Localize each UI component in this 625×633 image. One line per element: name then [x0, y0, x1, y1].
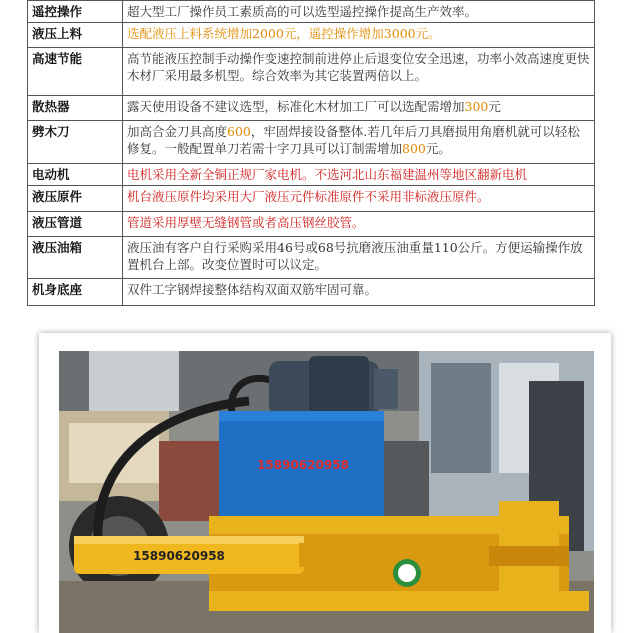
spec-value: [123, 23, 595, 48]
spec-value: [123, 48, 595, 96]
log-splitter-illustration: [59, 351, 594, 633]
cylinder-phone-label: 15890620958: [133, 549, 225, 563]
spec-key: 液压管道: [28, 212, 123, 237]
spec-value-text: ，牢固焊接设备整体.若几年后刀具磨损用角磨机就可以轻松修复。一般配置单刀若需十字刀具可以订制需增加: [127, 124, 580, 156]
spec-value-text: 露天使用设备不建议选型，标准化木材加工厂可以选配需增加: [127, 99, 465, 114]
spec-table: [27, 0, 595, 306]
spec-value: [123, 121, 595, 164]
spec-value-text: 元: [488, 99, 501, 114]
spec-key: 遥控操作: [28, 1, 123, 23]
spec-value: [123, 1, 595, 23]
spec-value-text: 双件工字钢焊接整体结构双面双筋牢固可靠。: [127, 282, 378, 297]
product-photo-frame: [39, 333, 611, 633]
spec-value: [123, 186, 595, 212]
spec-table-body: [28, 1, 595, 306]
spec-row: [28, 164, 595, 186]
spec-value-text: 超大型工厂操作员工素质高的可以选型遥控操作提高生产效率。: [127, 4, 478, 19]
spec-value: [123, 237, 595, 279]
spec-row: [28, 48, 595, 96]
spec-key: 机身底座: [28, 279, 123, 306]
spec-row: [28, 1, 595, 23]
spec-row: [28, 186, 595, 212]
spec-row: [28, 212, 595, 237]
spec-value-text: 800: [402, 141, 426, 156]
spec-value-text: 600: [227, 124, 251, 139]
spec-value-text: 电机采用全新全铜正规厂家电机。不选河北山东福建温州等地区翻新电机: [127, 167, 528, 182]
spec-row: [28, 96, 595, 121]
spec-row: [28, 279, 595, 306]
spec-row: [28, 237, 595, 279]
spec-key: 液压原件: [28, 186, 123, 212]
spec-key: 液压上料: [28, 23, 123, 48]
spec-value: [123, 96, 595, 121]
product-photo: [59, 351, 594, 633]
spec-value-text: 液压油有客户自行采购采用46号或68号抗磨液压油重量110公斤。方便运输操作放置机台上部。改变位置时可以议定。: [127, 240, 583, 272]
spec-value-text: 高节能液压控制手动操作变速控制前进停止后退变位安全迅速，功率小效高速度更快木材厂采用最多机型。综合效率为其它装置两倍以上。: [127, 51, 590, 83]
spec-value: [123, 164, 595, 186]
spec-value: [123, 279, 595, 306]
spec-row: [28, 121, 595, 164]
spec-key: 电动机: [28, 164, 123, 186]
spec-key: 劈木刀: [28, 121, 123, 164]
tank-phone-label: 15890620958: [257, 458, 349, 472]
spec-value-text: 元。: [425, 141, 451, 156]
spec-value-text: 300: [464, 99, 489, 114]
spec-key: 高速节能: [28, 48, 123, 96]
spec-value-text: 加高合金刀具高度: [127, 124, 228, 139]
spec-key: 液压油箱: [28, 237, 123, 279]
spec-value-text: 机台液压原件均采用大厂液压元件标准原件不采用非标液压原件。: [127, 189, 490, 204]
spec-value-text: 选配液压上料系统增加2000元，遥控操作增加3000元。: [127, 26, 441, 41]
spec-row: [28, 23, 595, 48]
spec-value-text: 管道采用厚壁无缝钢管或者高压钢丝胶管。: [127, 215, 365, 230]
spec-key: 散热器: [28, 96, 123, 121]
spec-value: [123, 212, 595, 237]
